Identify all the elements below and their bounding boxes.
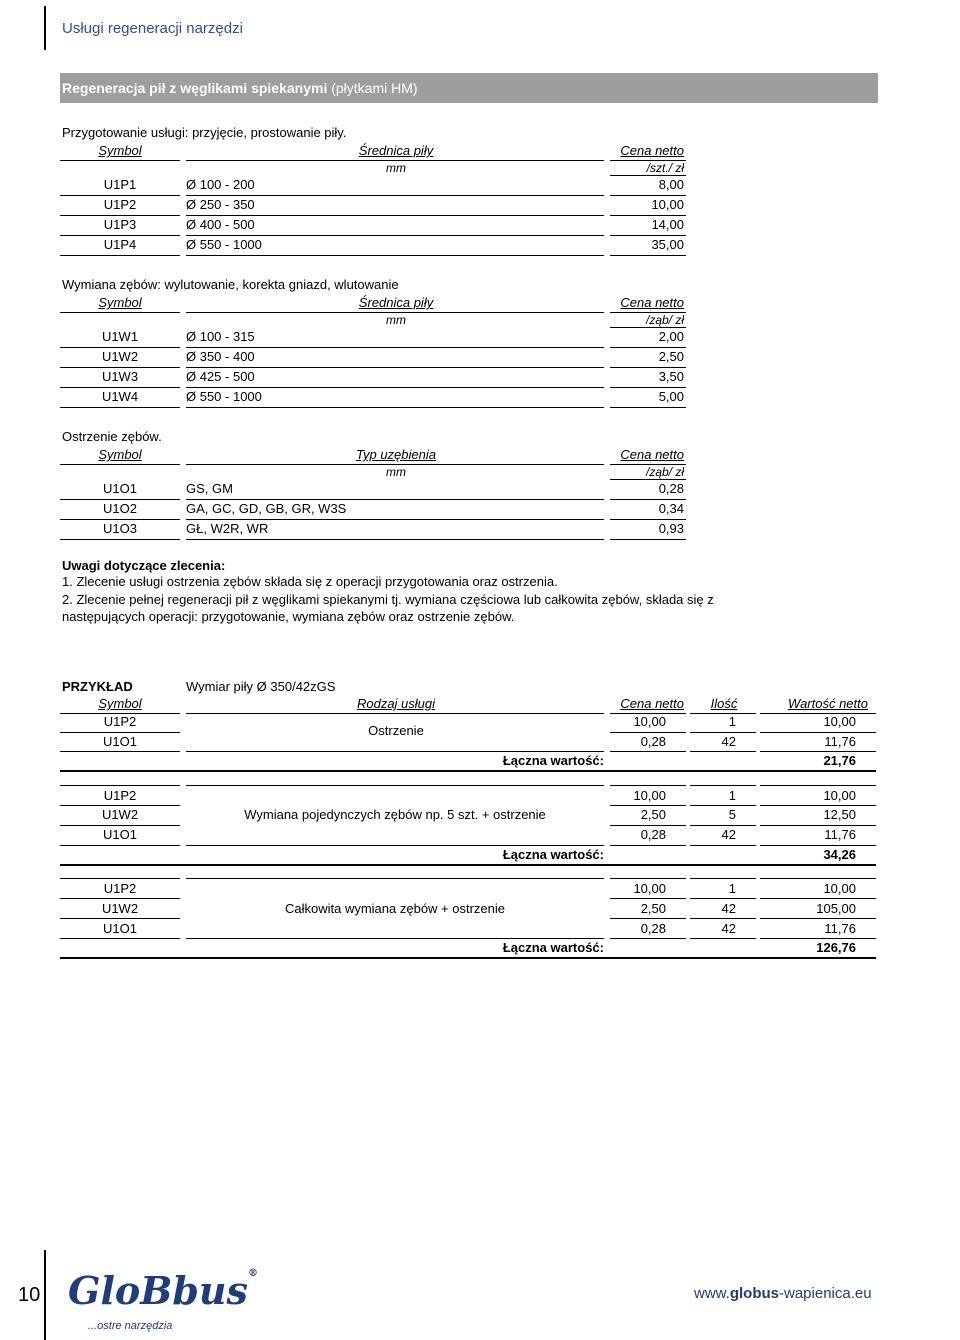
col-header-diameter: Średnica piły xyxy=(358,295,434,310)
cell-symbol: U1W2 xyxy=(101,349,139,364)
total-line xyxy=(60,864,876,866)
cell-quantity: 42 xyxy=(721,901,736,916)
row-line xyxy=(60,938,180,939)
divider xyxy=(60,312,180,313)
logo-tagline: ...ostre narzędzia xyxy=(88,1320,173,1332)
row-line xyxy=(610,938,686,939)
total-line xyxy=(60,770,876,772)
cell-symbol: U1P2 xyxy=(103,881,137,896)
note-2-continued: następujących operacji: przygotowanie, wymiana zębów oraz ostrzenie zębów. xyxy=(62,609,515,624)
cell-symbol: U1W1 xyxy=(101,329,139,344)
cell-price: 3,50 xyxy=(658,369,684,384)
cell-value: 12,50 xyxy=(823,807,856,822)
row-line xyxy=(60,255,180,256)
row-line xyxy=(610,805,686,806)
row-line xyxy=(610,785,686,786)
row-line xyxy=(60,235,180,236)
cell-value: 10,00 xyxy=(823,714,856,729)
col-header-diameter: Średnica piły xyxy=(358,143,434,158)
cell-value: 11,76 xyxy=(824,827,856,842)
row-line xyxy=(186,235,604,236)
row-line xyxy=(760,938,876,939)
cell-quantity: 1 xyxy=(728,881,736,896)
total-value: 126,76 xyxy=(816,940,856,955)
row-line xyxy=(186,785,604,786)
row-line xyxy=(186,539,604,540)
header-rule xyxy=(44,6,46,50)
unit-price: /ząb/ zł xyxy=(645,313,684,327)
row-line xyxy=(760,878,876,879)
cell-price: 2,00 xyxy=(658,329,684,344)
cell-symbol: U1P1 xyxy=(103,177,137,192)
cell-value: 11,76 xyxy=(824,734,856,749)
col-header-price: Cena netto xyxy=(620,295,684,310)
row-line xyxy=(186,751,604,752)
row-line xyxy=(690,918,756,919)
cell-service: Ostrzenie xyxy=(368,723,424,738)
cell-range: Ø 425 - 500 xyxy=(186,369,255,384)
total-value: 34,26 xyxy=(823,847,856,862)
table-intro: Wymiana zębów: wylutowanie, korekta gniazd, wlutowanie xyxy=(62,277,399,292)
cell-symbol: U1O1 xyxy=(103,921,137,936)
row-line xyxy=(60,845,180,846)
row-line xyxy=(760,805,876,806)
row-line xyxy=(186,499,604,500)
cell-price: 10,00 xyxy=(651,197,684,212)
row-line xyxy=(690,878,756,879)
unit-mm: mm xyxy=(386,465,406,479)
section-title: Regeneracja pił z węglikami spiekanymi (płytkami HM) xyxy=(62,80,418,96)
table-intro: Przygotowanie usługi: przyjęcie, prostowanie piły. xyxy=(62,125,347,140)
note-2: 2. Zlecenie pełnej regeneracji pił z węglikami spiekanymi tj. wymiana częściowa lub całkowita zębów, składa się z xyxy=(62,592,714,607)
col-header-symbol: Symbol xyxy=(98,143,142,158)
col-header-symbol: Symbol xyxy=(98,295,142,310)
col-header-symbol: Symbol xyxy=(98,447,142,462)
total-label: Łączna wartość: xyxy=(502,753,604,768)
row-line xyxy=(60,499,180,500)
row-line xyxy=(186,255,604,256)
row-line xyxy=(610,387,686,388)
row-line xyxy=(690,785,756,786)
globus-logo: GloBbus® xyxy=(68,1268,258,1313)
row-line xyxy=(690,732,756,733)
notes-heading: Uwagi dotyczące zlecenia: xyxy=(62,558,226,573)
row-line xyxy=(760,918,876,919)
row-line xyxy=(186,878,604,879)
unit-mm: mm xyxy=(386,161,406,175)
col-header-tooth-type: Typ uzębienia xyxy=(356,447,436,462)
divider xyxy=(610,175,686,176)
cell-price: 2,50 xyxy=(640,901,666,916)
row-line xyxy=(690,751,756,752)
row-line xyxy=(60,195,180,196)
cell-service: Całkowita wymiana zębów + ostrzenie xyxy=(284,901,506,916)
divider xyxy=(610,479,686,480)
row-line xyxy=(610,347,686,348)
col-header-symbol: Symbol xyxy=(98,696,142,711)
row-line xyxy=(60,387,180,388)
cell-symbol: U1O1 xyxy=(103,734,137,749)
row-line xyxy=(610,898,686,899)
row-line xyxy=(610,367,686,368)
cell-symbol: U1O3 xyxy=(103,521,137,536)
row-line xyxy=(186,938,604,939)
cell-type: GA, GC, GD, GB, GR, W3S xyxy=(186,501,347,516)
cell-range: Ø 100 - 200 xyxy=(186,177,255,192)
cell-type: GS, GM xyxy=(186,481,233,496)
cell-price: 10,00 xyxy=(633,714,666,729)
cell-range: Ø 550 - 1000 xyxy=(186,389,262,404)
row-line xyxy=(60,215,180,216)
cell-symbol: U1O2 xyxy=(103,501,137,516)
row-line xyxy=(690,805,756,806)
cell-symbol: U1W4 xyxy=(101,389,139,404)
row-line xyxy=(690,825,756,826)
cell-price: 0,34 xyxy=(658,501,684,516)
cell-price: 10,00 xyxy=(633,788,666,803)
col-header-value: Wartość netto xyxy=(788,696,868,711)
note-1: 1. Zlecenie usługi ostrzenia zębów składa się z operacji przygotowania oraz ostrzenia. xyxy=(62,574,558,589)
cell-range: Ø 350 - 400 xyxy=(186,349,255,364)
row-line xyxy=(610,499,686,500)
cell-symbol: U1W2 xyxy=(101,807,139,822)
cell-price: 14,00 xyxy=(651,217,684,232)
col-header-price: Cena netto xyxy=(620,447,684,462)
cell-value: 11,76 xyxy=(824,921,856,936)
row-line xyxy=(610,215,686,216)
row-line xyxy=(186,845,604,846)
row-line xyxy=(60,785,180,786)
row-line xyxy=(60,732,180,733)
divider xyxy=(610,327,686,328)
row-line xyxy=(610,878,686,879)
row-line xyxy=(186,387,604,388)
row-line xyxy=(690,845,756,846)
row-line xyxy=(186,407,604,408)
row-line xyxy=(610,255,686,256)
cell-range: Ø 250 - 350 xyxy=(186,197,255,212)
cell-symbol: U1W3 xyxy=(101,369,139,384)
row-line xyxy=(690,898,756,899)
footer-rule xyxy=(44,1250,46,1340)
row-line xyxy=(760,898,876,899)
example-description: Wymiar piły Ø 350/42zGS xyxy=(186,679,336,694)
cell-value: 10,00 xyxy=(823,788,856,803)
row-line xyxy=(60,805,180,806)
row-line xyxy=(610,407,686,408)
divider xyxy=(186,713,604,714)
cell-price: 0,28 xyxy=(640,734,666,749)
cell-type: GŁ, W2R, WR xyxy=(186,521,269,536)
cell-price: 2,50 xyxy=(640,807,666,822)
cell-symbol: U1P2 xyxy=(103,197,137,212)
row-line xyxy=(610,825,686,826)
cell-symbol: U1P2 xyxy=(103,788,137,803)
cell-value: 10,00 xyxy=(823,881,856,896)
total-label: Łączna wartość: xyxy=(502,847,604,862)
divider xyxy=(60,160,180,161)
cell-range: Ø 550 - 1000 xyxy=(186,237,262,252)
cell-symbol: U1W2 xyxy=(101,901,139,916)
row-line xyxy=(60,519,180,520)
row-line xyxy=(610,732,686,733)
page-number: 10 xyxy=(18,1284,41,1306)
cell-price: 8,00 xyxy=(658,177,684,192)
cell-quantity: 5 xyxy=(728,807,736,822)
cell-price: 0,28 xyxy=(658,481,684,496)
unit-mm: mm xyxy=(386,313,406,327)
page-header-title: Usługi regeneracji narzędzi xyxy=(62,20,243,37)
example-label: PRZYKŁAD xyxy=(62,679,133,694)
row-line xyxy=(60,825,180,826)
row-line xyxy=(760,751,876,752)
row-line xyxy=(760,845,876,846)
cell-range: Ø 400 - 500 xyxy=(186,217,255,232)
row-line xyxy=(186,347,604,348)
row-line xyxy=(60,407,180,408)
table-intro: Ostrzenie zębów. xyxy=(62,429,162,444)
cell-price: 0,28 xyxy=(640,921,666,936)
cell-quantity: 42 xyxy=(721,921,736,936)
row-line xyxy=(60,918,180,919)
row-line xyxy=(60,898,180,899)
row-line xyxy=(60,347,180,348)
cell-price: 10,00 xyxy=(633,881,666,896)
row-line xyxy=(60,751,180,752)
row-line xyxy=(60,367,180,368)
row-line xyxy=(60,539,180,540)
total-line xyxy=(60,957,876,959)
cell-quantity: 42 xyxy=(721,827,736,842)
unit-price: /szt./ zł xyxy=(646,161,684,175)
cell-range: Ø 100 - 315 xyxy=(186,329,255,344)
unit-price: /ząb/ zł xyxy=(645,465,684,479)
row-line xyxy=(186,215,604,216)
cell-value: 105,00 xyxy=(816,901,856,916)
cell-price: 5,00 xyxy=(658,389,684,404)
cell-quantity: 42 xyxy=(721,734,736,749)
cell-symbol: U1P3 xyxy=(103,217,137,232)
row-line xyxy=(186,367,604,368)
row-line xyxy=(186,519,604,520)
row-line xyxy=(690,938,756,939)
cell-price: 0,28 xyxy=(640,827,666,842)
total-value: 21,76 xyxy=(823,753,856,768)
col-header-quantity: Ilość xyxy=(710,696,738,711)
row-line xyxy=(60,878,180,879)
row-line xyxy=(610,918,686,919)
row-line xyxy=(610,539,686,540)
cell-quantity: 1 xyxy=(728,714,736,729)
row-line xyxy=(610,845,686,846)
cell-symbol: U1P2 xyxy=(103,714,137,729)
divider xyxy=(60,464,180,465)
total-label: Łączna wartość: xyxy=(502,940,604,955)
row-line xyxy=(610,195,686,196)
col-header-price: Cena netto xyxy=(620,696,684,711)
cell-quantity: 1 xyxy=(728,788,736,803)
cell-symbol: U1O1 xyxy=(103,481,137,496)
col-header-service: Rodzaj usługi xyxy=(356,696,436,711)
row-line xyxy=(610,751,686,752)
row-line xyxy=(610,235,686,236)
col-header-price: Cena netto xyxy=(620,143,684,158)
row-line xyxy=(760,825,876,826)
cell-symbol: U1P4 xyxy=(103,237,137,252)
cell-service: Wymiana pojedynczych zębów np. 5 szt. + ostrzenie xyxy=(244,807,546,822)
row-line xyxy=(610,519,686,520)
row-line xyxy=(760,785,876,786)
row-line xyxy=(186,195,604,196)
cell-symbol: U1O1 xyxy=(103,827,137,842)
row-line xyxy=(760,732,876,733)
cell-price: 2,50 xyxy=(658,349,684,364)
website-link[interactable]: www.globus-wapienica.eu xyxy=(694,1285,872,1302)
cell-price: 35,00 xyxy=(651,237,684,252)
cell-price: 0,93 xyxy=(658,521,684,536)
